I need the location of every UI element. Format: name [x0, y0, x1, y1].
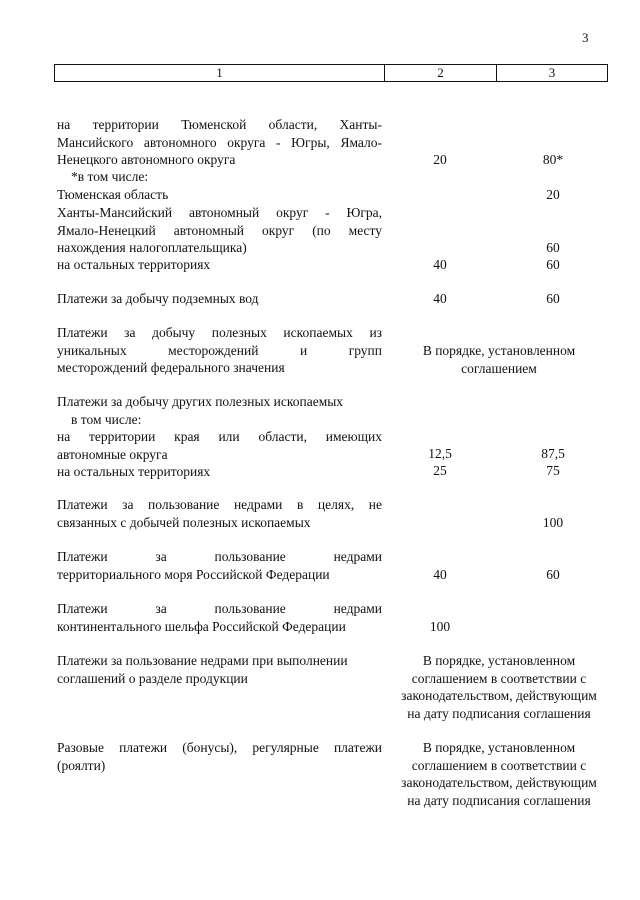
minerals-line-3: на территории края или области, имеющих	[57, 429, 382, 444]
khmao-line-3: нахождения налогоплательщика)	[57, 240, 247, 255]
psa-line-2: соглашений о разделе продукции	[57, 670, 248, 686]
tyumen-v3: 80*	[542, 152, 564, 167]
bonus-value-2: соглашением в соответствии с	[411, 757, 587, 773]
sea-line-2: территориального моря Российской Федерации	[57, 566, 330, 582]
nonmining-line-1: Платежи за пользование недрами в целях, не	[57, 497, 382, 512]
minerals-line-4: автономные округа	[57, 446, 168, 462]
khmao-line-2: Ямало-Ненецкий автономный округ (по месту	[57, 222, 382, 238]
minerals-line-1: Платежи за добычу других полезных ископаемых	[57, 394, 344, 409]
header-col-3: 3	[548, 65, 556, 80]
tyumen-v2: 20	[433, 152, 447, 167]
unique-value-1: В порядке, установленном	[422, 343, 576, 358]
unique-line-1: Платежи за добычу полезных ископаемых из	[57, 325, 382, 340]
bonus-value-3: законодательством, действующим	[401, 775, 597, 790]
shelf-line-2: континентального шельфа Российской Федерации	[57, 618, 346, 634]
psa-value-1: В порядке, установленном	[422, 653, 576, 668]
psa-value-2: соглашением в соответствии с	[411, 670, 587, 686]
tyumen-region: Тюменская область	[57, 187, 169, 202]
sea-v3: 60	[546, 567, 560, 582]
bonus-value-1: В порядке, установленном	[422, 740, 576, 755]
unique-value-2: соглашением	[461, 360, 537, 376]
page-number: 3	[582, 30, 589, 45]
minerals-v2b: 25	[433, 463, 447, 478]
bonus-value-4: на дату подписания соглашения	[407, 792, 591, 808]
shelf-line-1: Платежи за пользование недрами	[57, 601, 382, 616]
khmao-v3: 60	[546, 240, 560, 255]
nonmining-v3: 100	[542, 515, 564, 530]
tyumen-line-3: Ненецкого автономного округа	[57, 152, 236, 167]
unique-line-2: уникальных месторождений и групп	[57, 342, 382, 358]
tyumen-other-v2: 40	[433, 257, 447, 272]
sea-v2: 40	[433, 567, 447, 582]
water-v3: 60	[546, 291, 560, 306]
minerals-line-2: в том числе:	[71, 411, 142, 427]
table-header	[54, 64, 608, 82]
tyumen-region-v3: 20	[546, 187, 560, 202]
minerals-v3a: 87,5	[541, 446, 565, 461]
sea-line-1: Платежи за пользование недрами	[57, 549, 382, 564]
minerals-line-5: на остальных территориях	[57, 464, 211, 479]
bonus-line-2: (роялти)	[57, 757, 106, 773]
tyumen-other: на остальных территориях	[57, 257, 211, 272]
unique-line-3: месторождений федерального значения	[57, 360, 285, 375]
psa-line-1: Платежи за пользование недрами при выполнении	[57, 653, 348, 668]
tyumen-other-v3: 60	[546, 257, 560, 272]
water-v2: 40	[433, 291, 447, 306]
tyumen-line-2: Мансийского автономного округа - Югры, Ямало-	[57, 134, 382, 150]
nonmining-line-2: связанных с добычей полезных ископаемых	[57, 514, 311, 530]
tyumen-incl: *в том числе:	[71, 169, 149, 184]
psa-value-3: законодательством, действующим	[401, 688, 597, 703]
psa-value-4: на дату подписания соглашения	[407, 705, 591, 721]
khmao-line-1: Ханты-Мансийский автономный округ - Югра,	[57, 205, 382, 220]
minerals-v2a: 12,5	[428, 446, 452, 461]
header-col-2: 2	[385, 65, 497, 81]
minerals-v3b: 75	[546, 463, 560, 478]
tyumen-line-1: на территории Тюменской области, Ханты-	[57, 117, 382, 132]
bonus-line-1: Разовые платежи (бонусы), регулярные платежи	[57, 740, 382, 755]
shelf-v2: 100	[429, 619, 451, 634]
header-col-1: 1	[55, 65, 385, 81]
water-label: Платежи за добычу подземных вод	[57, 291, 259, 306]
